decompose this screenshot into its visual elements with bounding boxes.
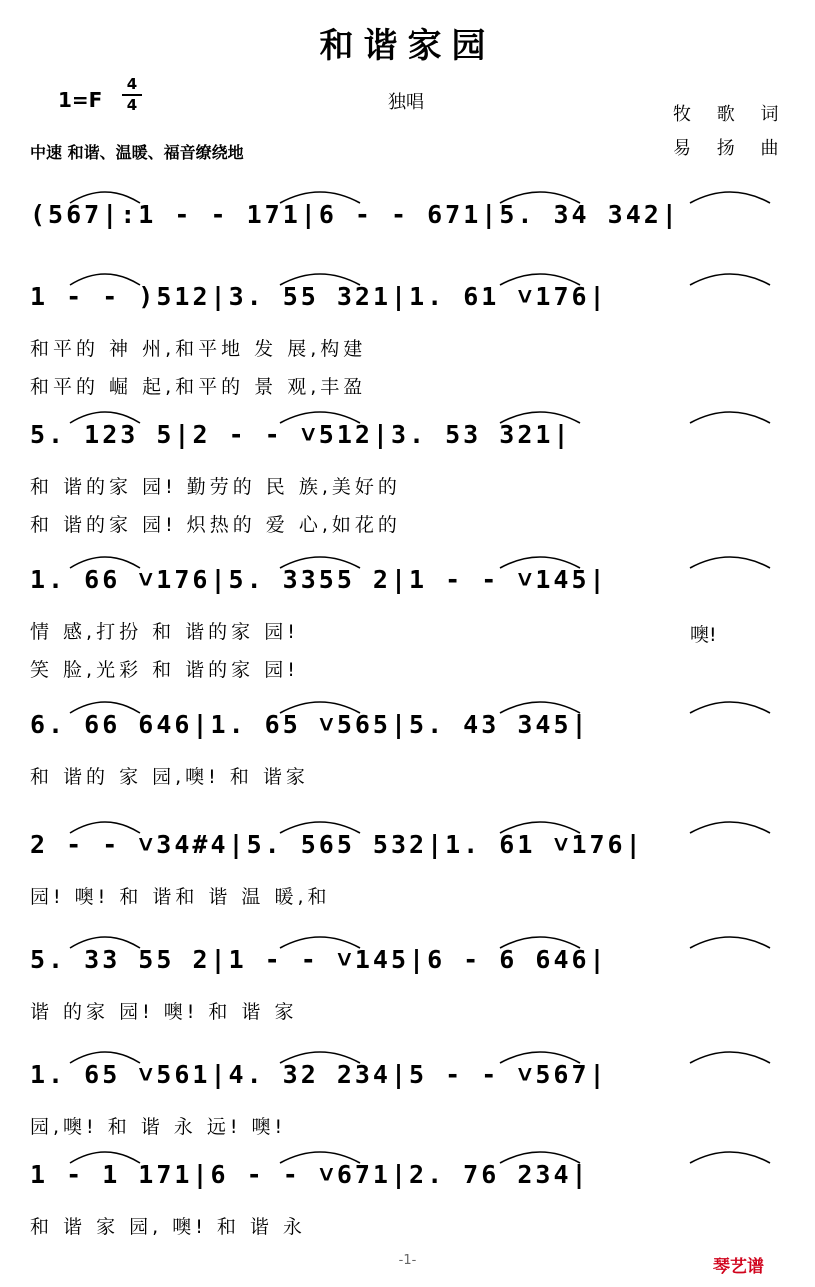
note-line: 5. 123 5|2 - - ˅512|3. 53 321| <box>30 420 572 449</box>
triplet-slur <box>690 412 770 423</box>
triplet-slur <box>690 192 770 203</box>
lyricist: 牧 歌 词 <box>673 104 789 125</box>
time-signature-top: 4 <box>126 75 138 93</box>
note-line: (567|:1 - - 171|6 - - 671|5. 34 342| <box>30 200 680 229</box>
lyric-verse-1: 和平的 神 州,和平地 发 展,构建 <box>30 338 367 360</box>
score-row <box>30 1140 790 1260</box>
tempo-marking: 中速 和谐、温暖、福音缭绕地 <box>30 143 244 162</box>
triplet-slur <box>690 1152 770 1163</box>
page-number: -1- <box>398 1253 417 1268</box>
note-line: 6. 66 646|1. 65 ˅565|5. 43 345| <box>30 710 590 739</box>
lyric-verse-1: 园! 噢! 和 谐和 谐 温 暖,和 <box>30 886 331 908</box>
lyric-verse-2: 和 谐的家 园! 炽热的 爱 心,如花的 <box>30 514 401 536</box>
brace-lyric: 噢! <box>690 624 717 646</box>
site-logo: 琴艺谱 <box>713 1257 764 1277</box>
triplet-slur <box>690 702 770 713</box>
triplet-slur <box>690 274 770 285</box>
lyric-verse-2: 和平的 崛 起,和平的 景 观,丰盈 <box>30 376 367 398</box>
time-signature <box>122 76 142 114</box>
lyric-verse-2: 笑 脸,光彩 和 谐的家 园! <box>30 659 299 681</box>
score-row <box>30 690 790 810</box>
lyric-verse-1: 情 感,打扮 和 谐的家 园! <box>30 621 299 643</box>
lyric-verse-1: 和 谐 家 园, 噢! 和 谐 永 <box>30 1216 306 1238</box>
time-signature-bottom: 4 <box>126 96 138 114</box>
lyric-verse-1: 和 谐的家 园! 勤劳的 民 族,美好的 <box>30 476 401 498</box>
lyric-verse-1: 谐 的家 园! 噢! 和 谐 家 <box>30 1001 298 1023</box>
note-line: 1. 65 ˅561|4. 32 234|5 - - ˅567| <box>30 1060 608 1089</box>
performance-mode: 独唱 <box>388 92 424 113</box>
page-title: 和谐家园 <box>319 26 496 66</box>
note-line: 1 - - )512|3. 55 321|1. 61 ˅176| <box>30 282 608 311</box>
note-line: 5. 33 55 2|1 - - ˅145|6 - 6 646| <box>30 945 608 974</box>
score-row <box>30 810 790 930</box>
note-line: 1 - 1 171|6 - - ˅671|2. 76 234| <box>30 1160 590 1189</box>
triplet-slur <box>690 557 770 568</box>
triplet-slur <box>690 1052 770 1063</box>
lyric-verse-1: 园,噢! 和 谐 永 远! 噢! <box>30 1116 287 1138</box>
score-row <box>30 545 790 681</box>
composer: 易 扬 曲 <box>673 138 789 159</box>
key-signature: 1=F <box>58 88 103 112</box>
score-row <box>30 400 790 536</box>
score-row <box>30 925 790 1045</box>
score-row <box>30 262 790 398</box>
triplet-slur <box>690 822 770 833</box>
lyric-verse-1: 和 谐的 家 园,噢! 和 谐家 <box>30 766 309 788</box>
note-line: 2 - - ˅34#4|5. 565 532|1. 61 ˅176| <box>30 830 644 859</box>
note-line: 1. 66 ˅176|5. 3355 2|1 - - ˅145| <box>30 565 608 594</box>
triplet-slur <box>690 937 770 948</box>
